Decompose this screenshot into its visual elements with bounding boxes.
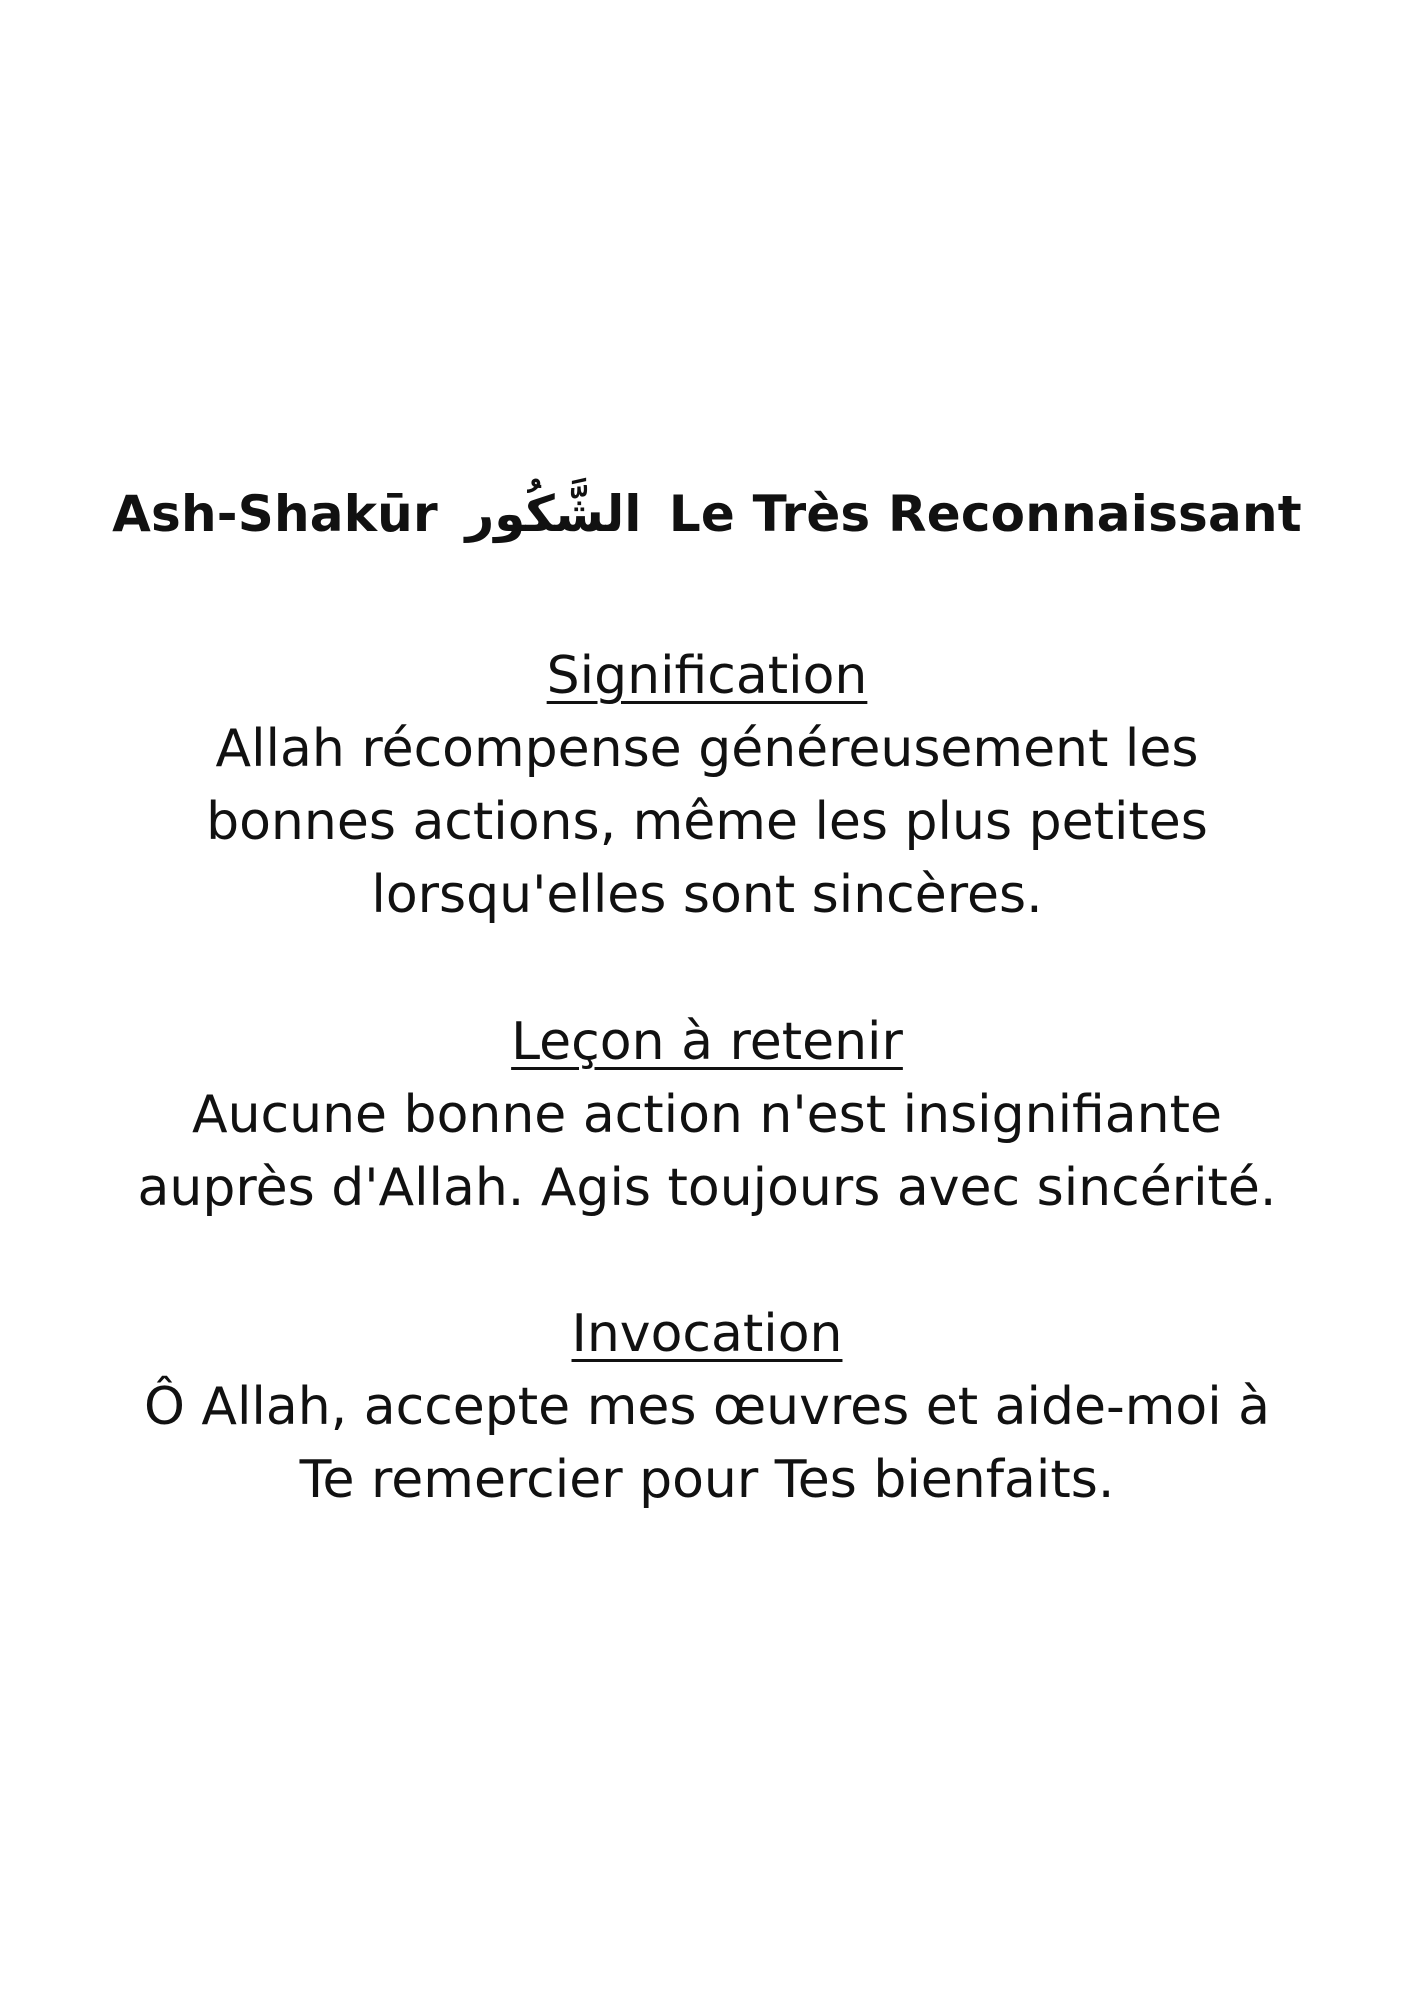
title-french: Le Très Reconnaissant [668, 485, 1302, 543]
title-arabic: الشَّكُور [465, 485, 642, 543]
section-heading-signification: Signification [546, 646, 868, 706]
section-text-line: auprès d'Allah. Agis toujours avec sincérité. [137, 1158, 1277, 1218]
page-title [0, 478, 1414, 550]
section-lecon [100, 1006, 1314, 1225]
section-invocation [100, 1298, 1314, 1517]
section-signification [100, 640, 1314, 932]
section-text-line: bonnes actions, même les plus petites [206, 792, 1208, 852]
section-text-line: Ô Allah, accepte mes œuvres et aide-moi à [143, 1377, 1271, 1437]
section-text-line: Te remercier pour Tes bienfaits. [299, 1450, 1115, 1510]
section-text-line: Aucune bonne action n'est insignifiante [192, 1085, 1222, 1145]
section-heading-invocation: Invocation [571, 1304, 843, 1364]
title-transliteration: Ash-Shakūr [112, 485, 438, 543]
section-text-line: Allah récompense généreusement les [215, 719, 1199, 779]
section-text-line: lorsqu'elles sont sincères. [371, 865, 1043, 925]
section-heading-lecon: Leçon à retenir [511, 1012, 903, 1072]
